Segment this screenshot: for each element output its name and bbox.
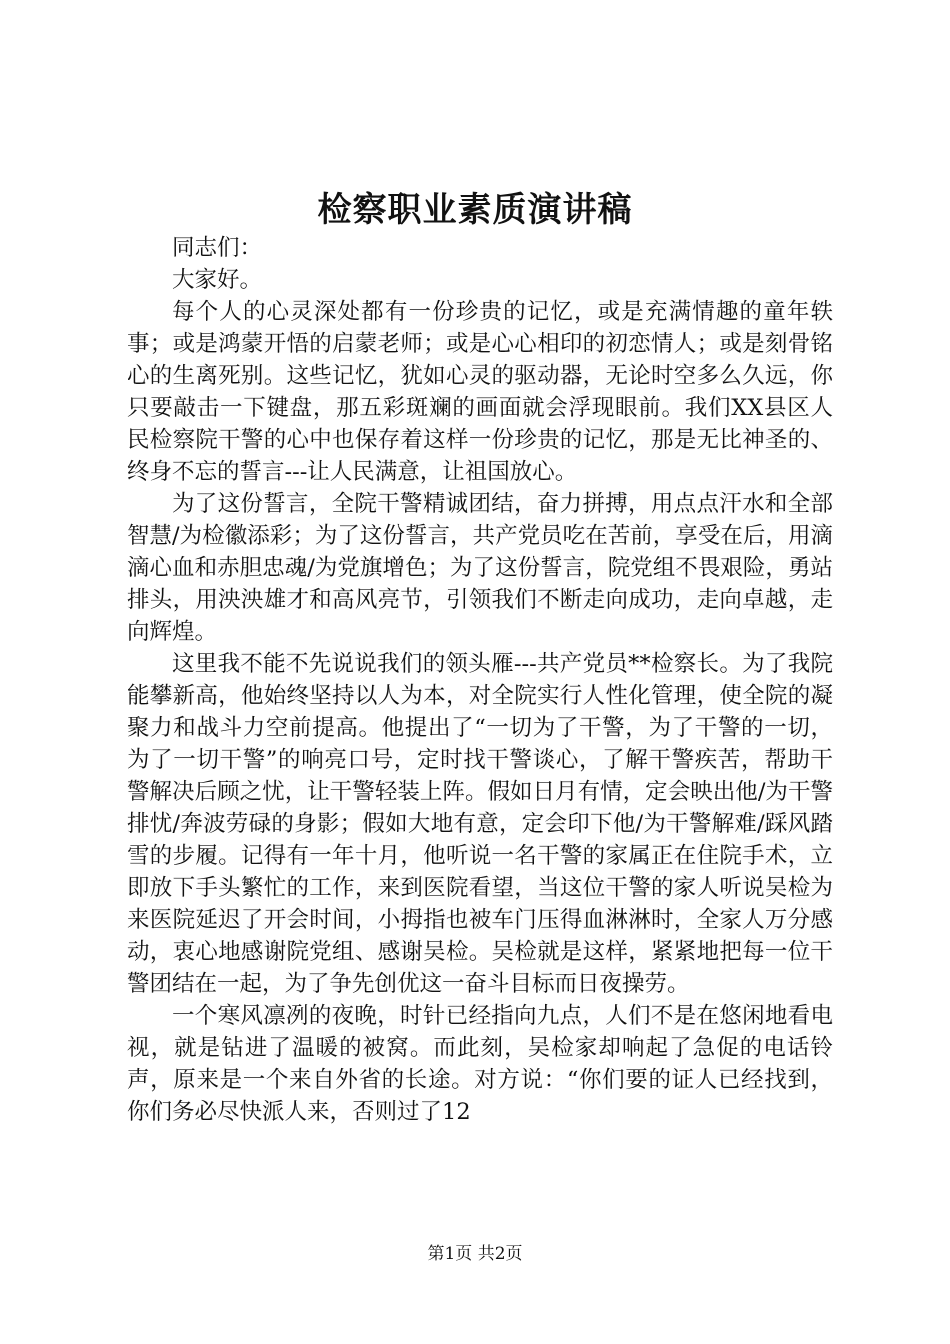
body-paragraph: 每个人的心灵深处都有一份珍贵的记忆，或是充满情趣的童年轶事；或是鸿蒙开悟的启蒙老师；或是心心相印的初恋情人；或是刻骨铭心的生离死别。这些记忆，犹如心灵的驱动器，无论时空多么久远，你只要敲击一下键盘，那五彩斑斓的画面就会浮现眼前。我们XX县区人民检察院干警的心中也保存着这样一份珍贵的记忆，那是无比神圣的、终身不忘的誓言---让人民满意，让祖国放心。 (127, 299, 833, 485)
body-paragraph: 这里我不能不先说说我们的领头雁---共产党员**检察长。为了我院能攀新高，他始终坚持以人为本，对全院实行人性化管理，使全院的凝聚力和战斗力空前提高。他提出了“一切为了干警，为了干警的一切，为了一切干警”的响亮口号，定时找干警谈心，了解干警疾苦，帮助干警解决后顾之忧，让干警轻装上阵。假如日月有情，定会映出他/为干警排忧/奔波劳碌的身影；假如大地有意，定会印下他/为干警解难/踩风踏雪的步履。记得有一年十月，他听说一名干警的家属正在住院手术，立即放下手头繁忙的工作，来到医院看望，当这位干警的家人听说吴检为来医院延迟了开会时间，小拇指也被车门压得血淋淋时，全家人万分感动，衷心地感谢院党组、感谢吴检。吴检就是这样，紧紧地把每一位干警团结在一起，为了争先创优这一奋斗目标而日夜操劳。 (127, 651, 833, 997)
document-body (127, 232, 833, 1128)
document-title: 检察职业素质演讲稿 (317, 190, 633, 230)
page-footer: 第1页 共2页 (427, 1244, 523, 1264)
salutation-paragraph: 同志们： (172, 235, 263, 261)
greeting-paragraph: 大家好。 (172, 267, 263, 293)
body-paragraph: 为了这份誓言，全院干警精诚团结，奋力拼搏，用点点汗水和全部智慧/为检徽添彩；为了这份誓言，共产党员吃在苦前，享受在后，用滴滴心血和赤胆忠魂/为党旗增色；为了这份誓言，院党组不畏艰险，勇站排头，用泱泱雄才和高风亮节，引领我们不断走向成功，走向卓越，走向辉煌。 (127, 491, 833, 645)
body-paragraph: 一个寒风凛冽的夜晚，时针已经指向九点，人们不是在悠闲地看电视，就是钻进了温暖的被窝。而此刻，吴检家却响起了急促的电话铃声，原来是一个来自外省的长途。对方说：“你们要的证人已经找到，你们务必尽快派人来，否则过了12 (127, 1003, 833, 1125)
